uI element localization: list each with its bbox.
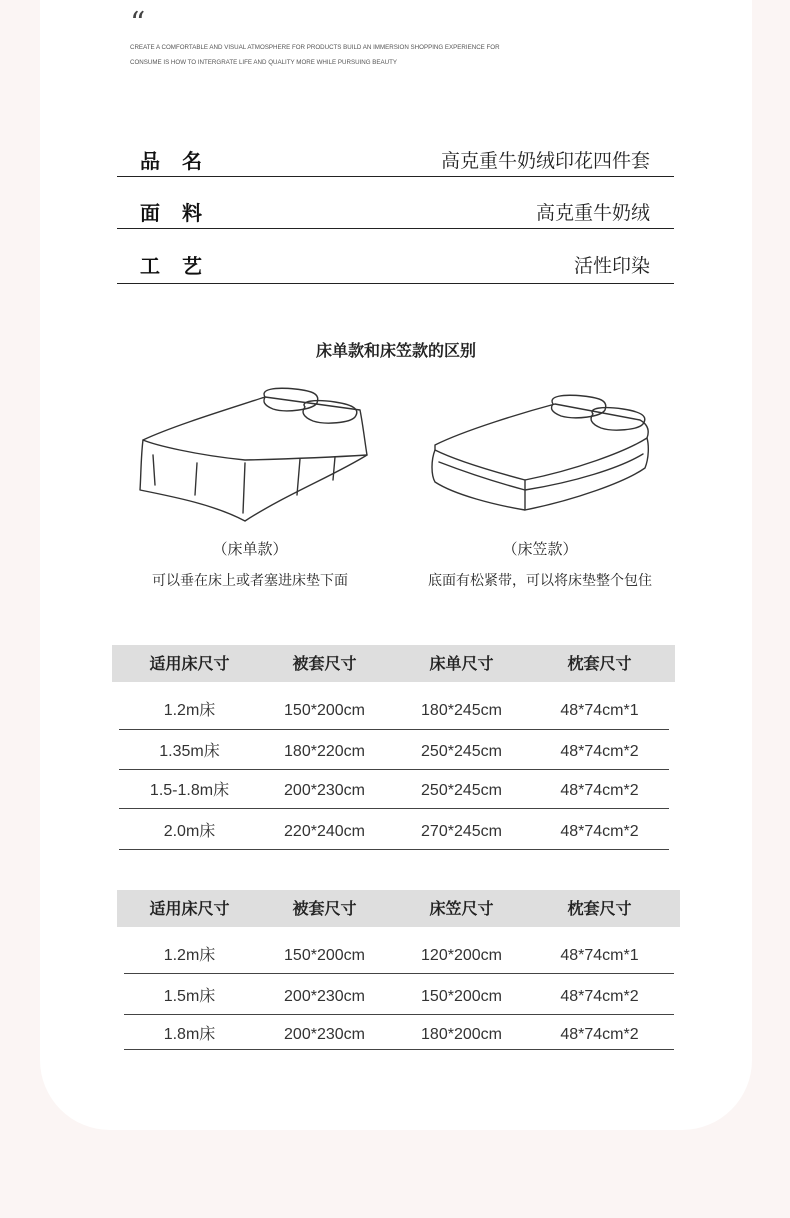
table-cell: 48*74cm*2 <box>560 988 639 1005</box>
table-cell: 48*74cm*1 <box>560 947 639 964</box>
fitted-sheet-caption: （床笠款） <box>502 540 578 558</box>
table-header-cell: 枕套尺寸 <box>567 654 632 673</box>
table-cell: 120*200cm <box>421 947 502 964</box>
table-row <box>117 936 680 976</box>
table-cell: 150*200cm <box>284 702 365 719</box>
spec-label-fabric: 面料 <box>140 201 224 225</box>
spec-divider <box>117 176 674 177</box>
flat-sheet-desc: 可以垂在床上或者塞进床垫下面 <box>152 573 348 589</box>
fitted-sheet-size-table <box>117 890 680 1055</box>
table-cell: 270*245cm <box>421 823 502 840</box>
spec-label-craft: 工艺 <box>140 254 224 278</box>
spec-value-name: 高克重牛奶绒印花四件套 <box>440 150 650 172</box>
table-cell: 1.8m床 <box>163 1026 216 1043</box>
table-cell: 1.35m床 <box>159 743 220 760</box>
table-header-cell: 被套尺寸 <box>292 654 357 673</box>
table-cell: 180*245cm <box>421 702 502 719</box>
table-cell: 150*200cm <box>421 988 502 1005</box>
table-cell: 180*200cm <box>421 1026 502 1043</box>
table-cell: 180*220cm <box>284 743 365 760</box>
quote-mark: “ <box>130 6 143 41</box>
content-card <box>40 0 752 1130</box>
table-cell: 1.5m床 <box>163 988 216 1005</box>
table-row <box>112 732 675 772</box>
spec-value-fabric: 高克重牛奶绒 <box>535 202 650 224</box>
quote-text: CREATE A COMFORTABLE AND VISUAL ATMOSPHERE FOR PRODUCTS BUILD AN IMMERSION SHOPPING EXPERIENCE FOR CONSUME IS HOW TO INTERGRATE LIFE AND QUALITY MORE WHILE PURSUING BEAUTY <box>130 44 500 66</box>
table-rule <box>119 849 669 850</box>
table-cell: 48*74cm*2 <box>560 743 639 760</box>
table-rule <box>124 973 674 974</box>
flat-sheet-bed-illustration <box>135 385 375 530</box>
table-header-cell: 适用床尺寸 <box>149 899 230 918</box>
table-cell: 200*230cm <box>284 1026 365 1043</box>
table-row <box>112 771 675 811</box>
table-cell: 250*245cm <box>421 782 502 799</box>
table-cell: 200*230cm <box>284 988 365 1005</box>
table-cell: 48*74cm*2 <box>560 823 639 840</box>
table-header-cell: 床单尺寸 <box>429 654 494 673</box>
flat-sheet-caption: （床单款） <box>212 540 288 558</box>
spec-label-name: 品名 <box>140 149 224 173</box>
table-header-cell: 床笠尺寸 <box>429 899 494 918</box>
table-cell: 200*230cm <box>284 782 365 799</box>
fitted-sheet-desc: 底面有松紧带，可以将床垫整个包住 <box>428 573 652 589</box>
table-header-cell: 适用床尺寸 <box>149 654 230 673</box>
spec-divider <box>117 228 674 229</box>
table-rule <box>119 769 669 770</box>
table-row <box>112 691 675 731</box>
table-rule <box>119 729 669 730</box>
table-row <box>112 812 675 852</box>
table-rule <box>124 1049 674 1050</box>
table-header-cell: 被套尺寸 <box>292 899 357 918</box>
table-cell: 2.0m床 <box>163 823 216 840</box>
table-header-cell: 枕套尺寸 <box>567 899 632 918</box>
table-cell: 220*240cm <box>284 823 365 840</box>
table-cell: 1.2m床 <box>163 947 216 964</box>
table-header <box>112 645 675 682</box>
table-cell: 1.5-1.8m床 <box>149 782 230 799</box>
table-cell: 48*74cm*2 <box>560 1026 639 1043</box>
table-cell: 1.2m床 <box>163 702 216 719</box>
table-cell: 250*245cm <box>421 743 502 760</box>
spec-divider <box>117 283 674 284</box>
table-header <box>117 890 680 927</box>
table-cell: 48*74cm*2 <box>560 782 639 799</box>
table-row <box>117 977 680 1017</box>
table-cell: 48*74cm*1 <box>560 702 639 719</box>
table-rule <box>119 808 669 809</box>
spec-value-craft: 活性印染 <box>573 255 650 277</box>
table-cell: 150*200cm <box>284 947 365 964</box>
flat-sheet-size-table <box>112 645 675 855</box>
fitted-sheet-bed-illustration <box>425 390 665 520</box>
comparison-title: 床单款和床笠款的区别 <box>315 341 476 360</box>
